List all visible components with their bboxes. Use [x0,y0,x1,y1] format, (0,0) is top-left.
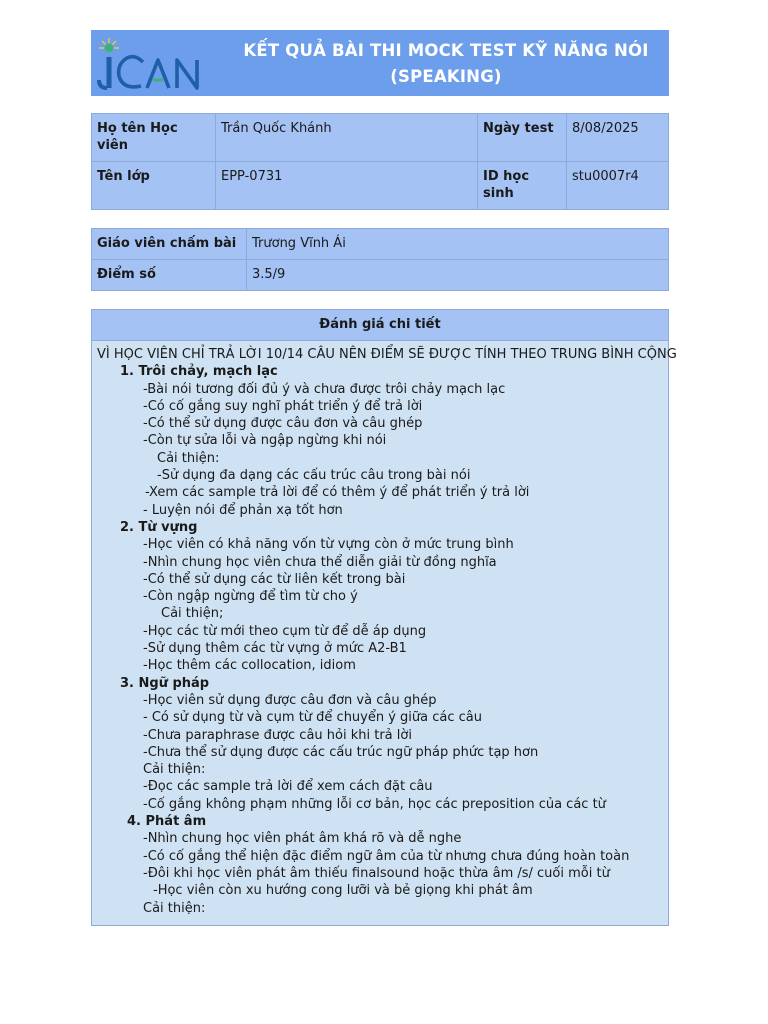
detail-line: -Đọc các sample trả lời để xem cách đặt câu [143,779,433,795]
detail-line: -Còn ngập ngừng để tìm từ cho ý [143,589,358,605]
detail-line: -Còn tự sửa lỗi và ngập ngừng khi nói [143,433,387,449]
score-label: Điểm số [92,260,247,291]
name-label: Họ tên Học viên [92,114,216,162]
detail-line: -Cố gắng không phạm những lỗi cơ bản, học các preposition của các từ [143,796,606,812]
detail-panel [91,309,677,926]
id-label: ID học sinh [478,162,567,210]
name-value: Trần Quốc Khánh [216,114,478,162]
table-row [92,229,669,260]
table-row [92,114,669,162]
detail-line: -Chưa thể sử dụng được các cấu trúc ngữ pháp phức tạp hơn [143,744,539,760]
detail-line: -Sử dụng thêm các từ vựng ở mức A2-B1 [143,641,407,657]
teacher-value: Trương Vĩnh Ái [247,229,669,260]
detail-line: VÌ HỌC VIÊN CHỈ TRẢ LỜI 10/14 CÂU NÊN ĐIỂM SẼ ĐƯỢC TÍNH THEO TRUNG BÌNH CỘNG [97,347,677,362]
section-heading: 2. Từ vựng [120,519,198,535]
detail-line: Cải thiện: [157,450,220,466]
detail-line: -Học thêm các collocation, idiom [143,658,356,674]
detail-line: -Có thể sử dụng các từ liên kết trong bài [143,571,406,587]
score-value: 3.5/9 [247,260,669,291]
detail-line: -Chưa paraphrase được câu hỏi khi trả lời [143,727,412,743]
report-header [91,30,669,96]
report-title: KẾT QUẢ BÀI THI MOCK TEST KỸ NĂNG NÓI (SPEAKING) [243,41,649,86]
grading-table [91,228,669,291]
section-heading: 3. Ngữ pháp [120,675,210,691]
detail-line: Cải thiện; [161,606,224,622]
table-row [92,162,669,210]
table-row [92,260,669,291]
date-value: 8/08/2025 [567,114,669,162]
teacher-label: Giáo viên chấm bài [92,229,247,260]
detail-line: -Xem các sample trả lời để có thêm ý để phát triển ý trả lời [145,485,530,501]
detail-line: -Nhìn chung học viên phát âm khá rõ và dễ nghe [143,831,462,847]
detail-line: -Học viên có khả năng vốn từ vựng còn ở mức trung bình [143,537,514,553]
detail-line: -Bài nói tương đối đủ ý và chưa được trôi chảy mạch lạc [143,381,506,397]
detail-line: - Luyện nói để phản xạ tốt hơn [143,502,343,518]
detail-line: -Học các từ mới theo cụm từ để dễ áp dụng [143,623,427,639]
detail-line: -Có thể sử dụng được câu đơn và câu ghép [143,416,423,432]
student-info-table [91,113,669,210]
detail-line: Cải thiện: [143,762,206,778]
detail-line: -Đôi khi học viên phát âm thiếu finalsound hoặc thừa âm /s/ cuối mỗi từ [143,865,610,881]
detail-heading: Đánh giá chi tiết [92,310,668,341]
detail-line: -Sử dụng đa dạng các cấu trúc câu trong bài nói [157,468,471,484]
detail-line: -Học viên sử dụng được câu đơn và câu ghép [143,692,437,708]
class-value: EPP-0731 [216,162,478,210]
detail-line: Cải thiện: [143,900,206,916]
class-label: Tên lớp [92,162,216,210]
section-heading: 1. Trôi chảy, mạch lạc [120,364,278,380]
detail-line: - Có sử dụng từ và cụm từ để chuyển ý giữa các câu [143,710,483,726]
ican-logo [95,36,213,92]
detail-body [92,341,677,917]
section-heading: 4. Phát âm [127,814,207,830]
detail-line: -Có cố gắng suy nghĩ phát triển ý để trả lời [143,398,423,414]
detail-line: -Có cố gắng thể hiện đặc điểm ngữ âm của từ nhưng chưa đúng hoàn toàn [143,848,630,864]
detail-line: -Học viên còn xu hướng cong lưỡi và bẻ giọng khi phát âm [153,883,533,899]
id-value: stu0007r4 [567,162,669,210]
detail-line: -Nhìn chung học viên chưa thể diễn giải từ đồng nghĩa [143,554,497,570]
date-label: Ngày test [478,114,567,162]
